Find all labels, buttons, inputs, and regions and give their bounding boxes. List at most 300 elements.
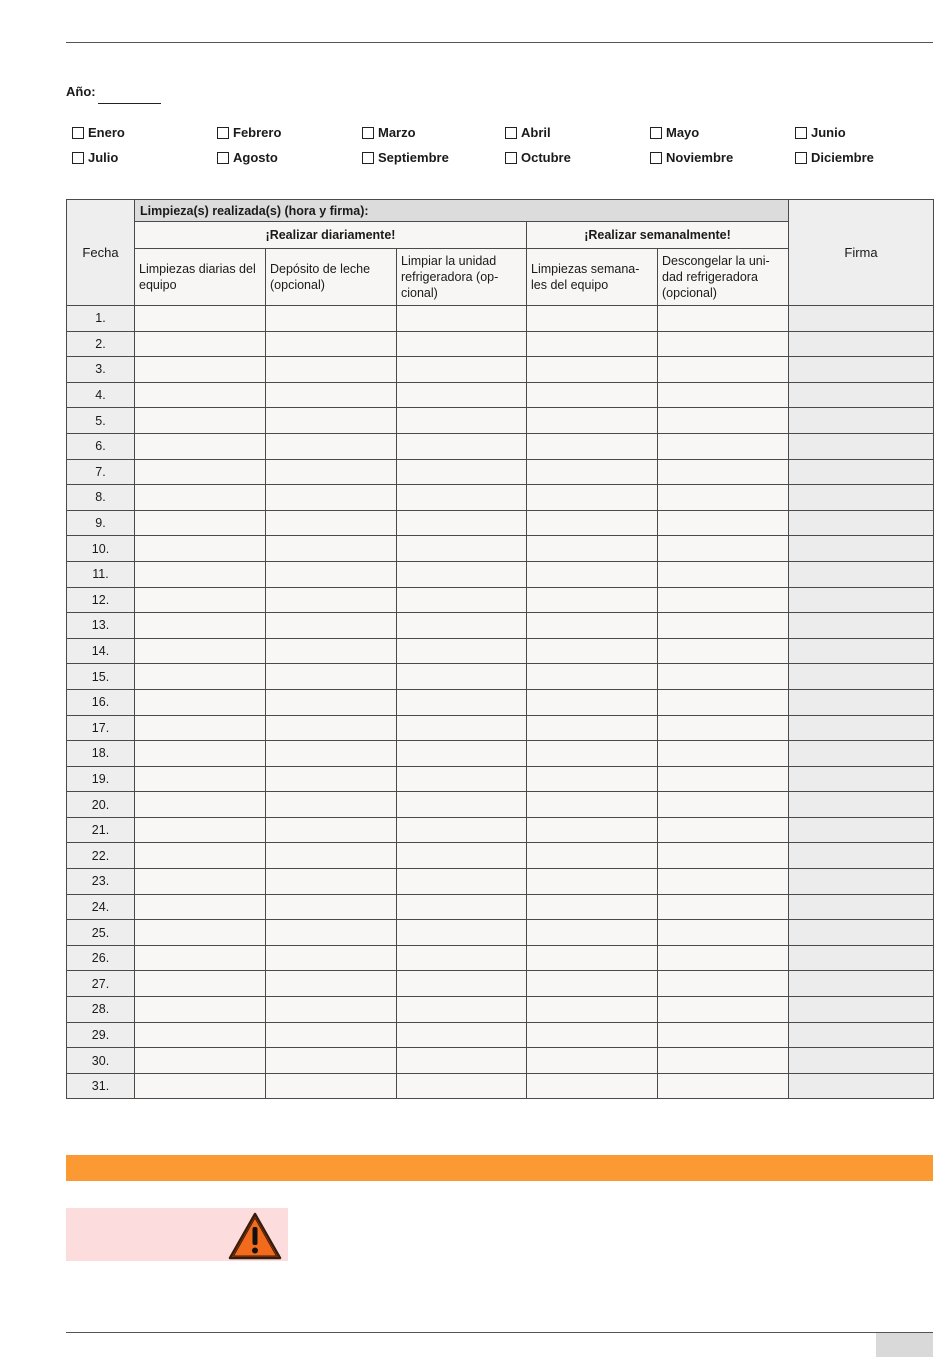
checkbox-icon[interactable]: [362, 152, 374, 164]
year-input-line[interactable]: [98, 103, 161, 104]
month-option[interactable]: [795, 125, 846, 140]
signature-cell[interactable]: [789, 1048, 934, 1074]
signature-cell[interactable]: [789, 843, 934, 869]
month-label: Junio: [811, 125, 846, 140]
table-row: [67, 971, 934, 997]
firma-header: Firma: [789, 200, 934, 306]
signature-cell[interactable]: [789, 664, 934, 690]
entry-cell[interactable]: [135, 561, 266, 587]
entry-cell[interactable]: [266, 894, 397, 920]
entry-cell[interactable]: [658, 920, 789, 946]
table-row: [67, 715, 934, 741]
entry-cell[interactable]: [397, 331, 527, 357]
entry-cell[interactable]: [135, 792, 266, 818]
month-option[interactable]: [362, 125, 416, 140]
entry-cell[interactable]: [397, 869, 527, 895]
checkbox-icon[interactable]: [505, 152, 517, 164]
entry-cell[interactable]: [527, 766, 658, 792]
month-option[interactable]: [72, 125, 125, 140]
col-header-daily-cleaning: Limpiezas diarias del equipo: [135, 249, 266, 306]
entry-cell[interactable]: [266, 715, 397, 741]
month-option[interactable]: [72, 150, 118, 165]
signature-cell[interactable]: [789, 561, 934, 587]
entry-cell[interactable]: [397, 817, 527, 843]
entry-cell[interactable]: [658, 638, 789, 664]
entry-cell[interactable]: [135, 408, 266, 434]
entry-cell[interactable]: [527, 869, 658, 895]
page-number-box: [876, 1333, 933, 1357]
entry-cell[interactable]: [135, 894, 266, 920]
signature-cell[interactable]: [789, 689, 934, 715]
entry-cell[interactable]: [658, 869, 789, 895]
entry-cell[interactable]: [527, 510, 658, 536]
entry-cell[interactable]: [527, 997, 658, 1023]
table-row: [67, 1048, 934, 1074]
entry-cell[interactable]: [135, 971, 266, 997]
table-row: [67, 331, 934, 357]
entry-cell[interactable]: [397, 1073, 527, 1099]
entry-cell[interactable]: [397, 536, 527, 562]
entry-cell[interactable]: [527, 920, 658, 946]
entry-cell[interactable]: [135, 715, 266, 741]
entry-cell[interactable]: [658, 689, 789, 715]
month-label: Marzo: [378, 125, 416, 140]
col-header-clean-fridge: Limpiar la unidad refrigeradora (op-cional): [397, 249, 527, 306]
entry-cell[interactable]: [658, 1048, 789, 1074]
entry-cell[interactable]: [397, 997, 527, 1023]
entry-cell[interactable]: [266, 510, 397, 536]
entry-cell[interactable]: [397, 741, 527, 767]
signature-cell[interactable]: [789, 920, 934, 946]
entry-cell[interactable]: [527, 408, 658, 434]
fecha-header: Fecha: [67, 200, 135, 306]
entry-cell[interactable]: [527, 587, 658, 613]
entry-cell[interactable]: [135, 485, 266, 511]
entry-cell[interactable]: [266, 638, 397, 664]
day-number: 30.: [67, 1048, 135, 1074]
entry-cell[interactable]: [658, 459, 789, 485]
checkbox-icon[interactable]: [795, 127, 807, 139]
daily-header: ¡Realizar diariamente!: [135, 222, 527, 249]
table-row: [67, 869, 934, 895]
day-number: 20.: [67, 792, 135, 818]
entry-cell[interactable]: [658, 1022, 789, 1048]
entry-cell[interactable]: [658, 715, 789, 741]
entry-cell[interactable]: [527, 382, 658, 408]
entry-cell[interactable]: [527, 536, 658, 562]
header-rule: [66, 42, 933, 43]
entry-cell[interactable]: [527, 945, 658, 971]
signature-cell[interactable]: [789, 869, 934, 895]
entry-cell[interactable]: [266, 1048, 397, 1074]
signature-cell[interactable]: [789, 459, 934, 485]
entry-cell[interactable]: [658, 613, 789, 639]
entry-cell[interactable]: [135, 817, 266, 843]
entry-cell[interactable]: [135, 869, 266, 895]
month-label: Noviembre: [666, 150, 734, 165]
table-row: [67, 306, 934, 332]
day-number: 31.: [67, 1073, 135, 1099]
checkbox-icon[interactable]: [650, 127, 662, 139]
signature-cell[interactable]: [789, 382, 934, 408]
entry-cell[interactable]: [527, 715, 658, 741]
day-number: 15.: [67, 664, 135, 690]
entry-cell[interactable]: [527, 306, 658, 332]
entry-cell[interactable]: [658, 843, 789, 869]
entry-cell[interactable]: [658, 408, 789, 434]
entry-cell[interactable]: [135, 357, 266, 383]
signature-cell[interactable]: [789, 587, 934, 613]
day-number: 7.: [67, 459, 135, 485]
entry-cell[interactable]: [266, 664, 397, 690]
entry-cell[interactable]: [135, 1048, 266, 1074]
entry-cell[interactable]: [135, 689, 266, 715]
day-number: 19.: [67, 766, 135, 792]
entry-cell[interactable]: [397, 766, 527, 792]
entry-cell[interactable]: [135, 331, 266, 357]
entry-cell[interactable]: [135, 741, 266, 767]
month-label: Febrero: [233, 125, 282, 140]
entry-cell[interactable]: [266, 792, 397, 818]
entry-cell[interactable]: [527, 561, 658, 587]
signature-cell[interactable]: [789, 613, 934, 639]
entry-cell[interactable]: [135, 997, 266, 1023]
table-row: [67, 997, 934, 1023]
signature-cell[interactable]: [789, 306, 934, 332]
table-row: [67, 920, 934, 946]
table-row: [67, 587, 934, 613]
day-number: 29.: [67, 1022, 135, 1048]
entry-cell[interactable]: [397, 945, 527, 971]
entry-cell[interactable]: [397, 971, 527, 997]
day-number: 9.: [67, 510, 135, 536]
col-header-defrost-fridge: Descongelar la uni-dad refrigeradora (opcional): [658, 249, 789, 306]
entry-cell[interactable]: [397, 689, 527, 715]
signature-cell[interactable]: [789, 792, 934, 818]
entry-cell[interactable]: [527, 689, 658, 715]
entry-cell[interactable]: [135, 510, 266, 536]
checkbox-icon[interactable]: [217, 152, 229, 164]
entry-cell[interactable]: [397, 510, 527, 536]
entry-cell[interactable]: [397, 485, 527, 511]
entry-cell[interactable]: [266, 536, 397, 562]
entry-cell[interactable]: [266, 331, 397, 357]
entry-cell[interactable]: [266, 997, 397, 1023]
warning-triangle-icon: [228, 1212, 282, 1260]
entry-cell[interactable]: [527, 331, 658, 357]
month-option[interactable]: [362, 150, 449, 165]
entry-cell[interactable]: [135, 766, 266, 792]
cleaning-log-table: [66, 199, 934, 1099]
day-number: 4.: [67, 382, 135, 408]
entry-cell[interactable]: [135, 920, 266, 946]
entry-cell[interactable]: [266, 1022, 397, 1048]
entry-cell[interactable]: [266, 433, 397, 459]
entry-cell[interactable]: [658, 306, 789, 332]
day-number: 3.: [67, 357, 135, 383]
checkbox-icon[interactable]: [72, 127, 84, 139]
entry-cell[interactable]: [397, 638, 527, 664]
table-row: [67, 741, 934, 767]
entry-cell[interactable]: [397, 613, 527, 639]
signature-cell[interactable]: [789, 1073, 934, 1099]
entry-cell[interactable]: [266, 766, 397, 792]
entry-cell[interactable]: [266, 357, 397, 383]
entry-cell[interactable]: [527, 485, 658, 511]
table-row: [67, 894, 934, 920]
signature-cell[interactable]: [789, 357, 934, 383]
table-row: [67, 1022, 934, 1048]
entry-cell[interactable]: [658, 510, 789, 536]
day-number: 27.: [67, 971, 135, 997]
month-label: Enero: [88, 125, 125, 140]
entry-cell[interactable]: [658, 1073, 789, 1099]
entry-cell[interactable]: [266, 485, 397, 511]
month-label: Diciembre: [811, 150, 874, 165]
entry-cell[interactable]: [266, 920, 397, 946]
day-number: 13.: [67, 613, 135, 639]
checkbox-icon[interactable]: [362, 127, 374, 139]
entry-cell[interactable]: [397, 1022, 527, 1048]
entry-cell[interactable]: [266, 587, 397, 613]
entry-cell[interactable]: [135, 433, 266, 459]
footer-rule: [66, 1332, 933, 1333]
entry-cell[interactable]: [135, 638, 266, 664]
entry-cell[interactable]: [266, 1073, 397, 1099]
month-option[interactable]: [505, 125, 551, 140]
entry-cell[interactable]: [658, 433, 789, 459]
entry-cell[interactable]: [397, 408, 527, 434]
entry-cell[interactable]: [527, 357, 658, 383]
entry-cell[interactable]: [527, 894, 658, 920]
month-label: Mayo: [666, 125, 700, 140]
entry-cell[interactable]: [397, 433, 527, 459]
checkbox-icon[interactable]: [217, 127, 229, 139]
signature-cell[interactable]: [789, 766, 934, 792]
entry-cell[interactable]: [658, 997, 789, 1023]
entry-cell[interactable]: [658, 945, 789, 971]
entry-cell[interactable]: [266, 459, 397, 485]
entry-cell[interactable]: [266, 869, 397, 895]
signature-cell[interactable]: [789, 971, 934, 997]
entry-cell[interactable]: [135, 587, 266, 613]
entry-cell[interactable]: [266, 741, 397, 767]
entry-cell[interactable]: [397, 894, 527, 920]
table-row: [67, 638, 934, 664]
entry-cell[interactable]: [397, 561, 527, 587]
table-row: [67, 510, 934, 536]
entry-cell[interactable]: [658, 587, 789, 613]
checkbox-icon[interactable]: [795, 152, 807, 164]
month-label: Octubre: [521, 150, 571, 165]
checkbox-icon[interactable]: [650, 152, 662, 164]
entry-cell[interactable]: [397, 792, 527, 818]
entry-cell[interactable]: [527, 459, 658, 485]
entry-cell[interactable]: [527, 638, 658, 664]
entry-cell[interactable]: [658, 331, 789, 357]
month-label: Abril: [521, 125, 551, 140]
entry-cell[interactable]: [658, 817, 789, 843]
table-row: [67, 561, 934, 587]
weekly-header: ¡Realizar semanalmente!: [527, 222, 789, 249]
entry-cell[interactable]: [135, 306, 266, 332]
table-row: [67, 382, 934, 408]
table-row: [67, 817, 934, 843]
entry-cell[interactable]: [266, 945, 397, 971]
entry-cell[interactable]: [527, 1022, 658, 1048]
entry-cell[interactable]: [658, 561, 789, 587]
table-row: [67, 357, 934, 383]
entry-cell[interactable]: [658, 536, 789, 562]
entry-cell[interactable]: [397, 587, 527, 613]
signature-cell[interactable]: [789, 1022, 934, 1048]
entry-cell[interactable]: [135, 843, 266, 869]
entry-cell[interactable]: [266, 408, 397, 434]
month-label: Septiembre: [378, 150, 449, 165]
signature-cell[interactable]: [789, 945, 934, 971]
entry-cell[interactable]: [397, 664, 527, 690]
signature-cell[interactable]: [789, 715, 934, 741]
table-row: [67, 485, 934, 511]
month-option[interactable]: [650, 150, 733, 165]
day-number: 17.: [67, 715, 135, 741]
day-number: 14.: [67, 638, 135, 664]
table-row: [67, 766, 934, 792]
signature-cell[interactable]: [789, 331, 934, 357]
entry-cell[interactable]: [135, 1073, 266, 1099]
day-number: 12.: [67, 587, 135, 613]
signature-cell[interactable]: [789, 433, 934, 459]
entry-cell[interactable]: [397, 843, 527, 869]
entry-cell[interactable]: [658, 971, 789, 997]
entry-cell[interactable]: [658, 766, 789, 792]
entry-cell[interactable]: [527, 613, 658, 639]
month-option[interactable]: [217, 150, 278, 165]
entry-cell[interactable]: [266, 843, 397, 869]
entry-cell[interactable]: [397, 357, 527, 383]
month-option[interactable]: [650, 125, 699, 140]
entry-cell[interactable]: [658, 792, 789, 818]
day-number: 16.: [67, 689, 135, 715]
entry-cell[interactable]: [266, 306, 397, 332]
table-row: [67, 408, 934, 434]
day-number: 24.: [67, 894, 135, 920]
entry-cell[interactable]: [658, 664, 789, 690]
entry-cell[interactable]: [527, 741, 658, 767]
entry-cell[interactable]: [527, 792, 658, 818]
entry-cell[interactable]: [527, 1073, 658, 1099]
signature-cell[interactable]: [789, 536, 934, 562]
table-row: [67, 536, 934, 562]
signature-cell[interactable]: [789, 510, 934, 536]
signature-cell[interactable]: [789, 485, 934, 511]
table-row: [67, 664, 934, 690]
col-header-milk-tank: Depósito de leche (opcional): [266, 249, 397, 306]
entry-cell[interactable]: [266, 689, 397, 715]
entry-cell[interactable]: [397, 459, 527, 485]
entry-cell[interactable]: [135, 664, 266, 690]
day-number: 26.: [67, 945, 135, 971]
table-row: [67, 613, 934, 639]
signature-cell[interactable]: [789, 638, 934, 664]
day-number: 25.: [67, 920, 135, 946]
entry-cell[interactable]: [397, 715, 527, 741]
group-header: Limpieza(s) realizada(s) (hora y firma):: [135, 200, 789, 222]
entry-cell[interactable]: [397, 920, 527, 946]
entry-cell[interactable]: [135, 613, 266, 639]
day-number: 2.: [67, 331, 135, 357]
table-row: [67, 792, 934, 818]
entry-cell[interactable]: [527, 664, 658, 690]
entry-cell[interactable]: [658, 741, 789, 767]
checkbox-icon[interactable]: [72, 152, 84, 164]
day-number: 5.: [67, 408, 135, 434]
signature-cell[interactable]: [789, 997, 934, 1023]
section-bar: [66, 1155, 933, 1181]
entry-cell[interactable]: [397, 382, 527, 408]
entry-cell[interactable]: [527, 843, 658, 869]
entry-cell[interactable]: [658, 894, 789, 920]
entry-cell[interactable]: [658, 485, 789, 511]
day-number: 8.: [67, 485, 135, 511]
month-option[interactable]: [505, 150, 571, 165]
entry-cell[interactable]: [135, 536, 266, 562]
entry-cell[interactable]: [266, 561, 397, 587]
entry-cell[interactable]: [266, 817, 397, 843]
signature-cell[interactable]: [789, 817, 934, 843]
month-option[interactable]: [217, 125, 281, 140]
entry-cell[interactable]: [135, 382, 266, 408]
day-number: 11.: [67, 561, 135, 587]
signature-cell[interactable]: [789, 741, 934, 767]
month-option[interactable]: [795, 150, 874, 165]
entry-cell[interactable]: [658, 382, 789, 408]
entry-cell[interactable]: [527, 817, 658, 843]
signature-cell[interactable]: [789, 894, 934, 920]
entry-cell[interactable]: [527, 971, 658, 997]
day-number: 10.: [67, 536, 135, 562]
checkbox-icon[interactable]: [505, 127, 517, 139]
day-number: 23.: [67, 869, 135, 895]
month-label: Agosto: [233, 150, 278, 165]
day-number: 1.: [67, 306, 135, 332]
day-number: 21.: [67, 817, 135, 843]
day-number: 22.: [67, 843, 135, 869]
entry-cell[interactable]: [266, 971, 397, 997]
entry-cell[interactable]: [397, 306, 527, 332]
entry-cell[interactable]: [527, 1048, 658, 1074]
day-number: 6.: [67, 433, 135, 459]
entry-cell[interactable]: [266, 382, 397, 408]
table-row: [67, 945, 934, 971]
table-row: [67, 459, 934, 485]
entry-cell[interactable]: [266, 613, 397, 639]
entry-cell[interactable]: [397, 1048, 527, 1074]
month-label: Julio: [88, 150, 119, 165]
table-row: [67, 1073, 934, 1099]
entry-cell[interactable]: [658, 357, 789, 383]
entry-cell[interactable]: [135, 459, 266, 485]
signature-cell[interactable]: [789, 408, 934, 434]
entry-cell[interactable]: [135, 945, 266, 971]
col-header-weekly-cleaning: Limpiezas semana-les del equipo: [527, 249, 658, 306]
day-number: 28.: [67, 997, 135, 1023]
year-label: Año:: [66, 84, 96, 99]
entry-cell[interactable]: [527, 433, 658, 459]
entry-cell[interactable]: [135, 1022, 266, 1048]
table-row: [67, 843, 934, 869]
table-row: [67, 433, 934, 459]
